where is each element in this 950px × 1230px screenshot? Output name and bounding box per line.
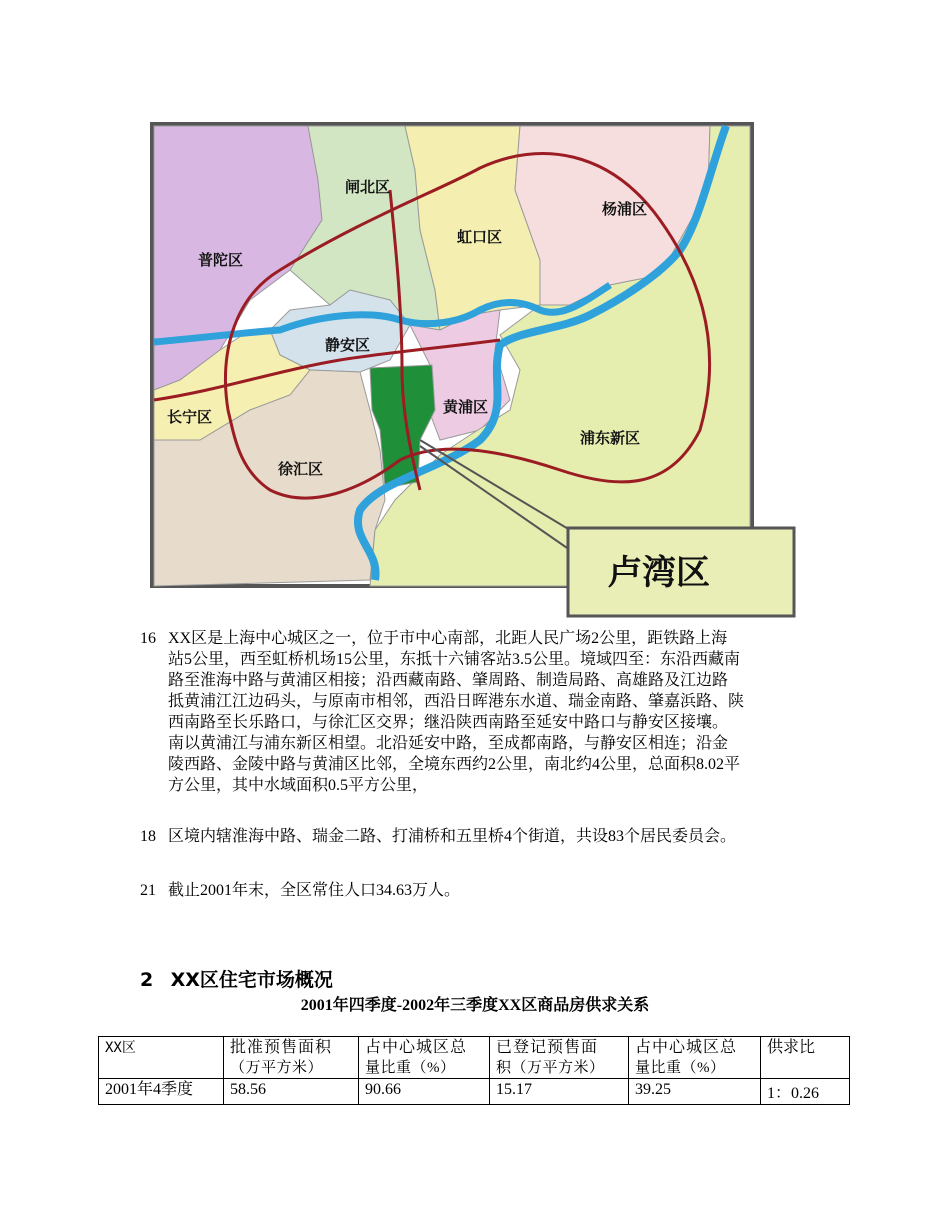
label-zhabei: 闸北区 <box>345 178 391 196</box>
header-cell <box>629 1037 761 1079</box>
text-line: 方公里，其中水域面积0.5平方公里， <box>168 777 429 794</box>
header-line: XX区 <box>105 1040 136 1056</box>
section-title-text: XX区住宅市场概况 <box>170 969 333 991</box>
table-row <box>99 1079 850 1105</box>
header-line: 占中心城区总 <box>365 1039 468 1056</box>
text-line: 西南路至长乐路口，与徐汇区交界；继沿陕西南路至延安中路口与静安区接壤。 <box>168 714 729 731</box>
label-changning: 长宁区 <box>167 408 213 426</box>
paragraph-body <box>168 628 820 796</box>
paragraph-number: 21 <box>140 882 156 899</box>
paragraph-body: 截止2001年末，全区常住人口34.63万人。 <box>168 882 461 899</box>
text-line: 陵西路、金陵中路与黄浦区比邻，全境东西约2公里，南北约4公里，总面积8.02平 <box>168 756 741 773</box>
section-heading <box>140 965 333 992</box>
header-line: （万平方米） <box>230 1060 324 1076</box>
header-cell <box>99 1037 224 1079</box>
header-line: 占中心城区总 <box>635 1039 738 1056</box>
table-cell: 1：0.26 <box>761 1079 850 1105</box>
table-cell: 58.56 <box>224 1079 359 1105</box>
paragraph-number: 18 <box>140 828 156 845</box>
label-yangpu: 杨浦区 <box>602 200 648 218</box>
text-line: 抵黄浦江江边码头，与原南市相邻，西沿日晖港东水道、瑞金南路、肇嘉浜路、陕 <box>168 693 745 710</box>
text-line: 南以黄浦江与浦东新区相望。北沿延安中路，至成都南路，与静安区相连；沿金 <box>168 735 729 752</box>
header-cell <box>490 1037 629 1079</box>
header-line: 量比重（%） <box>365 1060 456 1076</box>
label-luwan: 卢湾区 <box>608 553 710 593</box>
header-line: 已登记预售面 <box>496 1039 599 1056</box>
label-pudong: 浦东新区 <box>580 429 641 447</box>
supply-demand-table <box>98 1036 850 1105</box>
text-line: 站5公里，西至虹桥机场15公里，东抵十六铺客站3.5公里。境域四至：东沿西藏南 <box>168 651 741 668</box>
label-xuhui: 徐汇区 <box>278 460 324 478</box>
header-cell <box>224 1037 359 1079</box>
section-number: 2 <box>140 969 154 991</box>
paragraph-body: 区境内辖淮海中路、瑞金二路、打浦桥和五里桥4个街道，共设83个居民委员会。 <box>168 828 737 845</box>
table-cell: 90.66 <box>359 1079 490 1105</box>
label-huangpu: 黄浦区 <box>443 398 489 416</box>
table-title: 2001年四季度-2002年三季度XX区商品房供求关系 <box>300 997 650 1014</box>
header-line: 量比重（%） <box>635 1060 726 1076</box>
label-jingan: 静安区 <box>325 336 371 354</box>
text-line: 路至淮海中路与黄浦区相接；沿西藏南路、肇周路、制造局路、高雄路及江边路 <box>168 672 729 689</box>
table-cell: 39.25 <box>629 1079 761 1105</box>
table-cell: 2001年4季度 <box>99 1079 224 1105</box>
paragraph-population <box>140 880 820 901</box>
header-cell <box>761 1037 850 1079</box>
district-map <box>140 110 820 620</box>
label-hongkou: 虹口区 <box>457 228 503 246</box>
header-line: 积（万平方米） <box>496 1060 605 1076</box>
header-cell <box>359 1037 490 1079</box>
header-line: 批准预售面积 <box>230 1039 333 1056</box>
table-cell: 15.17 <box>490 1079 629 1105</box>
paragraph-number: 16 <box>140 630 156 647</box>
label-putuo: 普陀区 <box>198 251 244 269</box>
text-line: XX区是上海中心城区之一，位于市中心南部，北距人民广场2公里，距铁路上海 <box>168 630 728 647</box>
header-line: 供求比 <box>767 1039 816 1056</box>
paragraph-location <box>140 628 820 796</box>
paragraph-subdistricts <box>140 826 820 847</box>
table-header-row <box>99 1037 850 1079</box>
